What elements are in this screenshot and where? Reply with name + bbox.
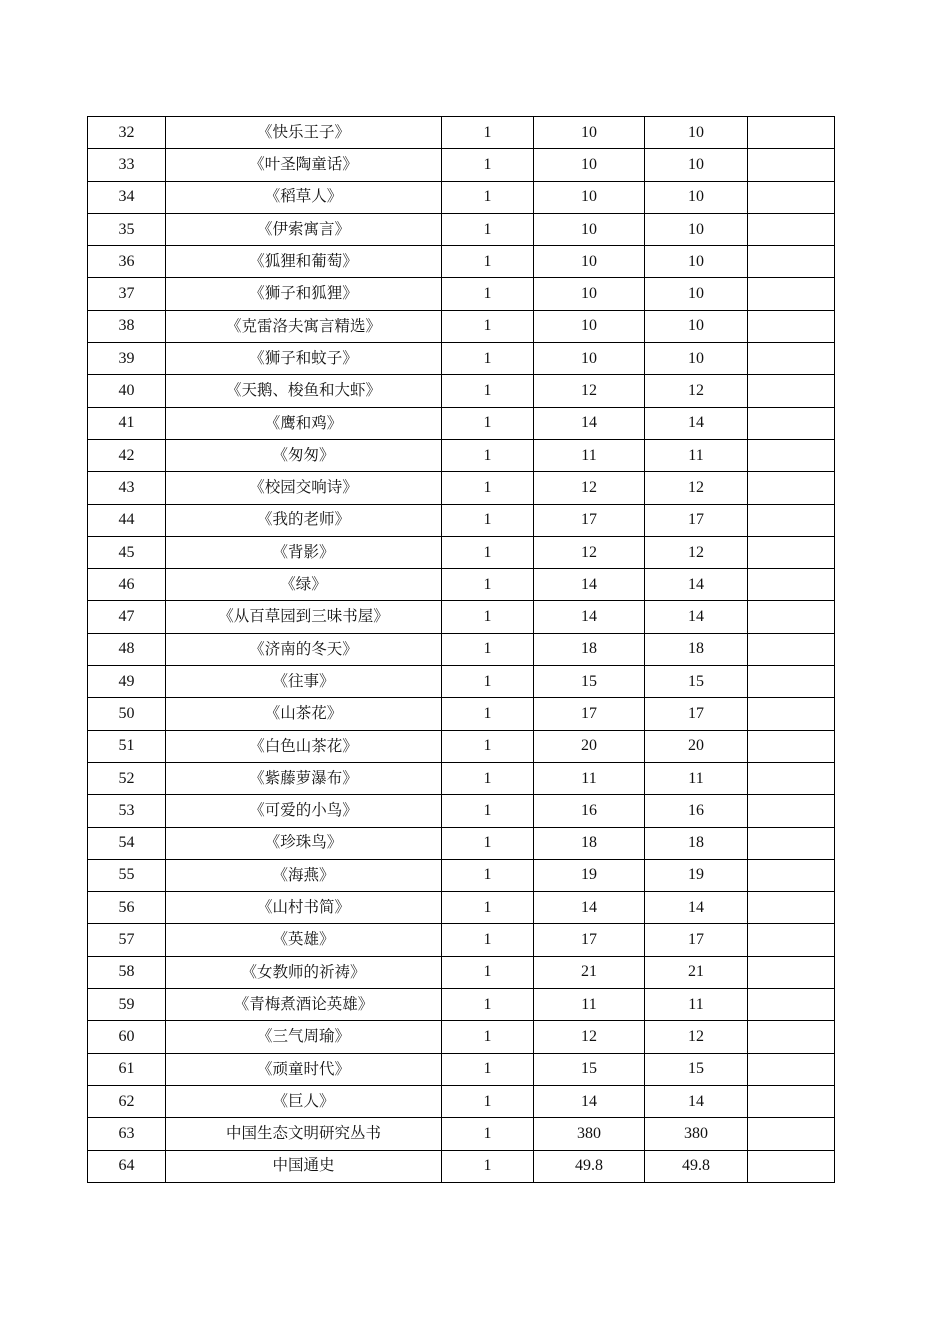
book-title-cell: 《叶圣陶童话》 xyxy=(166,149,442,181)
table-row xyxy=(88,472,835,504)
remark-cell xyxy=(748,181,835,213)
book-title-cell: 《狮子和蚊子》 xyxy=(166,343,442,375)
amount-cell: 18 xyxy=(645,827,748,859)
row-number-cell: 58 xyxy=(88,956,166,988)
row-number-cell: 44 xyxy=(88,504,166,536)
amount-cell: 21 xyxy=(645,956,748,988)
remark-cell xyxy=(748,1150,835,1182)
quantity-cell: 1 xyxy=(442,1021,534,1053)
book-title-cell: 《济南的冬天》 xyxy=(166,633,442,665)
table-row xyxy=(88,504,835,536)
table-row xyxy=(88,956,835,988)
unit-price-cell: 380 xyxy=(534,1118,645,1150)
unit-price-cell: 18 xyxy=(534,827,645,859)
unit-price-cell: 15 xyxy=(534,1053,645,1085)
row-number-cell: 52 xyxy=(88,762,166,794)
amount-cell: 12 xyxy=(645,1021,748,1053)
table-row xyxy=(88,795,835,827)
remark-cell xyxy=(748,1053,835,1085)
row-number-cell: 42 xyxy=(88,439,166,471)
table-row xyxy=(88,633,835,665)
table-row xyxy=(88,343,835,375)
book-title-cell: 《伊索寓言》 xyxy=(166,213,442,245)
book-title-cell: 《顽童时代》 xyxy=(166,1053,442,1085)
row-number-cell: 47 xyxy=(88,601,166,633)
amount-cell: 10 xyxy=(645,246,748,278)
book-list-table xyxy=(87,116,835,1183)
unit-price-cell: 16 xyxy=(534,795,645,827)
table-row xyxy=(88,601,835,633)
book-title-cell: 《狮子和狐狸》 xyxy=(166,278,442,310)
unit-price-cell: 10 xyxy=(534,310,645,342)
amount-cell: 15 xyxy=(645,666,748,698)
table-row xyxy=(88,213,835,245)
amount-cell: 17 xyxy=(645,924,748,956)
unit-price-cell: 20 xyxy=(534,730,645,762)
table-row xyxy=(88,1053,835,1085)
book-title-cell: 《从百草园到三味书屋》 xyxy=(166,601,442,633)
book-title-cell: 《稻草人》 xyxy=(166,181,442,213)
unit-price-cell: 12 xyxy=(534,472,645,504)
row-number-cell: 40 xyxy=(88,375,166,407)
unit-price-cell: 14 xyxy=(534,892,645,924)
row-number-cell: 34 xyxy=(88,181,166,213)
table-row xyxy=(88,375,835,407)
row-number-cell: 33 xyxy=(88,149,166,181)
book-title-cell: 中国生态文明研究丛书 xyxy=(166,1118,442,1150)
remark-cell xyxy=(748,827,835,859)
remark-cell xyxy=(748,924,835,956)
quantity-cell: 1 xyxy=(442,730,534,762)
book-title-cell: 《校园交响诗》 xyxy=(166,472,442,504)
table-row xyxy=(88,439,835,471)
quantity-cell: 1 xyxy=(442,762,534,794)
unit-price-cell: 10 xyxy=(534,246,645,278)
remark-cell xyxy=(748,956,835,988)
quantity-cell: 1 xyxy=(442,698,534,730)
quantity-cell: 1 xyxy=(442,1118,534,1150)
remark-cell xyxy=(748,343,835,375)
unit-price-cell: 21 xyxy=(534,956,645,988)
unit-price-cell: 10 xyxy=(534,343,645,375)
amount-cell: 10 xyxy=(645,343,748,375)
quantity-cell: 1 xyxy=(442,536,534,568)
remark-cell xyxy=(748,730,835,762)
amount-cell: 10 xyxy=(645,149,748,181)
table-row xyxy=(88,149,835,181)
book-title-cell: 《我的老师》 xyxy=(166,504,442,536)
remark-cell xyxy=(748,1118,835,1150)
remark-cell xyxy=(748,569,835,601)
row-number-cell: 56 xyxy=(88,892,166,924)
unit-price-cell: 12 xyxy=(534,1021,645,1053)
row-number-cell: 45 xyxy=(88,536,166,568)
book-title-cell: 《快乐王子》 xyxy=(166,117,442,149)
row-number-cell: 46 xyxy=(88,569,166,601)
remark-cell xyxy=(748,795,835,827)
row-number-cell: 36 xyxy=(88,246,166,278)
row-number-cell: 50 xyxy=(88,698,166,730)
book-title-cell: 《紫藤萝瀑布》 xyxy=(166,762,442,794)
book-title-cell: 《英雄》 xyxy=(166,924,442,956)
amount-cell: 12 xyxy=(645,375,748,407)
quantity-cell: 1 xyxy=(442,633,534,665)
amount-cell: 16 xyxy=(645,795,748,827)
table-row xyxy=(88,666,835,698)
row-number-cell: 51 xyxy=(88,730,166,762)
quantity-cell: 1 xyxy=(442,827,534,859)
quantity-cell: 1 xyxy=(442,181,534,213)
row-number-cell: 53 xyxy=(88,795,166,827)
amount-cell: 14 xyxy=(645,407,748,439)
amount-cell: 10 xyxy=(645,117,748,149)
table-row xyxy=(88,762,835,794)
unit-price-cell: 17 xyxy=(534,504,645,536)
amount-cell: 11 xyxy=(645,989,748,1021)
quantity-cell: 1 xyxy=(442,569,534,601)
row-number-cell: 54 xyxy=(88,827,166,859)
remark-cell xyxy=(748,666,835,698)
table-row xyxy=(88,698,835,730)
amount-cell: 14 xyxy=(645,1085,748,1117)
amount-cell: 14 xyxy=(645,892,748,924)
remark-cell xyxy=(748,762,835,794)
quantity-cell: 1 xyxy=(442,213,534,245)
unit-price-cell: 10 xyxy=(534,278,645,310)
amount-cell: 20 xyxy=(645,730,748,762)
unit-price-cell: 14 xyxy=(534,1085,645,1117)
amount-cell: 19 xyxy=(645,859,748,891)
unit-price-cell: 12 xyxy=(534,536,645,568)
table-row xyxy=(88,1021,835,1053)
remark-cell xyxy=(748,1021,835,1053)
unit-price-cell: 18 xyxy=(534,633,645,665)
row-number-cell: 32 xyxy=(88,117,166,149)
book-title-cell: 《往事》 xyxy=(166,666,442,698)
quantity-cell: 1 xyxy=(442,117,534,149)
book-title-cell: 《海燕》 xyxy=(166,859,442,891)
quantity-cell: 1 xyxy=(442,601,534,633)
remark-cell xyxy=(748,892,835,924)
remark-cell xyxy=(748,149,835,181)
book-title-cell: 《天鹅、梭鱼和大虾》 xyxy=(166,375,442,407)
amount-cell: 10 xyxy=(645,310,748,342)
table-row xyxy=(88,278,835,310)
unit-price-cell: 12 xyxy=(534,375,645,407)
quantity-cell: 1 xyxy=(442,439,534,471)
book-title-cell: 《绿》 xyxy=(166,569,442,601)
row-number-cell: 41 xyxy=(88,407,166,439)
quantity-cell: 1 xyxy=(442,892,534,924)
amount-cell: 15 xyxy=(645,1053,748,1085)
table-row xyxy=(88,1150,835,1182)
quantity-cell: 1 xyxy=(442,375,534,407)
book-title-cell: 《白色山茶花》 xyxy=(166,730,442,762)
amount-cell: 18 xyxy=(645,633,748,665)
table-row xyxy=(88,827,835,859)
table-row xyxy=(88,1118,835,1150)
quantity-cell: 1 xyxy=(442,246,534,278)
table-row xyxy=(88,730,835,762)
remark-cell xyxy=(748,1085,835,1117)
table-row xyxy=(88,310,835,342)
row-number-cell: 59 xyxy=(88,989,166,1021)
row-number-cell: 48 xyxy=(88,633,166,665)
amount-cell: 11 xyxy=(645,439,748,471)
row-number-cell: 43 xyxy=(88,472,166,504)
unit-price-cell: 17 xyxy=(534,924,645,956)
book-title-cell: 《三气周瑜》 xyxy=(166,1021,442,1053)
remark-cell xyxy=(748,407,835,439)
quantity-cell: 1 xyxy=(442,666,534,698)
quantity-cell: 1 xyxy=(442,472,534,504)
quantity-cell: 1 xyxy=(442,924,534,956)
table-row xyxy=(88,181,835,213)
remark-cell xyxy=(748,439,835,471)
remark-cell xyxy=(748,246,835,278)
remark-cell xyxy=(748,472,835,504)
amount-cell: 14 xyxy=(645,601,748,633)
unit-price-cell: 17 xyxy=(534,698,645,730)
table-row xyxy=(88,536,835,568)
table-row xyxy=(88,924,835,956)
table-row xyxy=(88,117,835,149)
book-title-cell: 《匆匆》 xyxy=(166,439,442,471)
remark-cell xyxy=(748,989,835,1021)
remark-cell xyxy=(748,536,835,568)
unit-price-cell: 10 xyxy=(534,213,645,245)
unit-price-cell: 15 xyxy=(534,666,645,698)
quantity-cell: 1 xyxy=(442,989,534,1021)
remark-cell xyxy=(748,633,835,665)
quantity-cell: 1 xyxy=(442,343,534,375)
book-title-cell: 《山村书简》 xyxy=(166,892,442,924)
quantity-cell: 1 xyxy=(442,1150,534,1182)
remark-cell xyxy=(748,859,835,891)
amount-cell: 14 xyxy=(645,569,748,601)
amount-cell: 49.8 xyxy=(645,1150,748,1182)
book-title-cell: 《女教师的祈祷》 xyxy=(166,956,442,988)
unit-price-cell: 14 xyxy=(534,569,645,601)
book-title-cell: 《青梅煮酒论英雄》 xyxy=(166,989,442,1021)
table-row xyxy=(88,989,835,1021)
table-row xyxy=(88,1085,835,1117)
unit-price-cell: 10 xyxy=(534,181,645,213)
remark-cell xyxy=(748,310,835,342)
unit-price-cell: 10 xyxy=(534,117,645,149)
quantity-cell: 1 xyxy=(442,504,534,536)
table-row xyxy=(88,892,835,924)
quantity-cell: 1 xyxy=(442,795,534,827)
unit-price-cell: 11 xyxy=(534,439,645,471)
amount-cell: 12 xyxy=(645,472,748,504)
amount-cell: 10 xyxy=(645,278,748,310)
table-row xyxy=(88,569,835,601)
remark-cell xyxy=(748,213,835,245)
table-row xyxy=(88,859,835,891)
book-title-cell: 《珍珠鸟》 xyxy=(166,827,442,859)
amount-cell: 11 xyxy=(645,762,748,794)
book-title-cell: 《狐狸和葡萄》 xyxy=(166,246,442,278)
row-number-cell: 57 xyxy=(88,924,166,956)
unit-price-cell: 10 xyxy=(534,149,645,181)
amount-cell: 17 xyxy=(645,698,748,730)
row-number-cell: 60 xyxy=(88,1021,166,1053)
unit-price-cell: 19 xyxy=(534,859,645,891)
remark-cell xyxy=(748,117,835,149)
row-number-cell: 39 xyxy=(88,343,166,375)
remark-cell xyxy=(748,375,835,407)
unit-price-cell: 11 xyxy=(534,762,645,794)
quantity-cell: 1 xyxy=(442,859,534,891)
book-title-cell: 《巨人》 xyxy=(166,1085,442,1117)
book-title-cell: 《克雷洛夫寓言精选》 xyxy=(166,310,442,342)
remark-cell xyxy=(748,698,835,730)
row-number-cell: 37 xyxy=(88,278,166,310)
book-title-cell: 中国通史 xyxy=(166,1150,442,1182)
row-number-cell: 64 xyxy=(88,1150,166,1182)
row-number-cell: 49 xyxy=(88,666,166,698)
amount-cell: 10 xyxy=(645,181,748,213)
book-title-cell: 《可爱的小鸟》 xyxy=(166,795,442,827)
quantity-cell: 1 xyxy=(442,149,534,181)
remark-cell xyxy=(748,278,835,310)
row-number-cell: 35 xyxy=(88,213,166,245)
row-number-cell: 55 xyxy=(88,859,166,891)
book-title-cell: 《背影》 xyxy=(166,536,442,568)
quantity-cell: 1 xyxy=(442,1085,534,1117)
unit-price-cell: 14 xyxy=(534,601,645,633)
table-row xyxy=(88,246,835,278)
row-number-cell: 63 xyxy=(88,1118,166,1150)
remark-cell xyxy=(748,601,835,633)
unit-price-cell: 11 xyxy=(534,989,645,1021)
remark-cell xyxy=(748,504,835,536)
quantity-cell: 1 xyxy=(442,278,534,310)
unit-price-cell: 14 xyxy=(534,407,645,439)
row-number-cell: 61 xyxy=(88,1053,166,1085)
book-title-cell: 《山茶花》 xyxy=(166,698,442,730)
row-number-cell: 62 xyxy=(88,1085,166,1117)
quantity-cell: 1 xyxy=(442,310,534,342)
amount-cell: 17 xyxy=(645,504,748,536)
table-body xyxy=(88,117,835,1183)
table-row xyxy=(88,407,835,439)
unit-price-cell: 49.8 xyxy=(534,1150,645,1182)
quantity-cell: 1 xyxy=(442,407,534,439)
book-title-cell: 《鹰和鸡》 xyxy=(166,407,442,439)
quantity-cell: 1 xyxy=(442,1053,534,1085)
row-number-cell: 38 xyxy=(88,310,166,342)
quantity-cell: 1 xyxy=(442,956,534,988)
amount-cell: 10 xyxy=(645,213,748,245)
amount-cell: 12 xyxy=(645,536,748,568)
amount-cell: 380 xyxy=(645,1118,748,1150)
